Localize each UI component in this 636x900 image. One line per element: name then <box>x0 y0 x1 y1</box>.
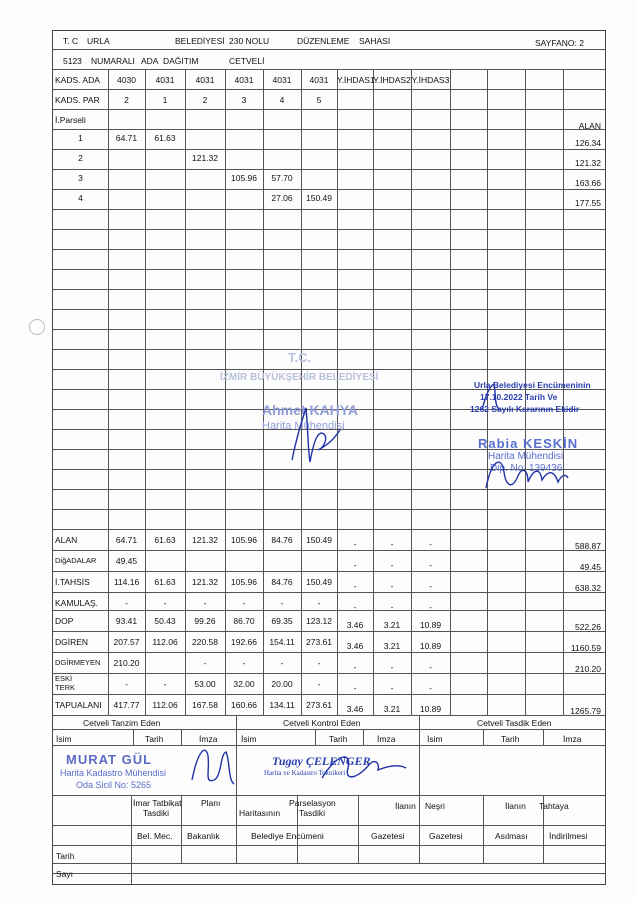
summary-value: 207.57 <box>113 637 140 647</box>
summary-row-label: KAMULAŞ. <box>55 598 98 608</box>
grid-line <box>53 631 605 632</box>
kads-ada-value: 4030 <box>117 75 136 85</box>
subtitle-word: DAĞITIM <box>163 56 199 66</box>
grid-line <box>53 825 605 826</box>
summary-value: 150.49 <box>306 577 332 587</box>
bel-mec-label: Bel. Mec. <box>137 831 173 841</box>
summary-value: 84.76 <box>271 577 293 587</box>
encumen-stamp-line2: 17.10.2022 Tarih Ve <box>480 392 558 402</box>
grid-line <box>53 109 605 110</box>
header-word: SAHASI <box>359 36 391 46</box>
summary-value: 105.96 <box>231 577 257 587</box>
summary-value: - <box>429 602 432 612</box>
summary-value: - <box>429 581 432 591</box>
page-number-label: SAYFANO: 2 <box>535 38 584 48</box>
kads-ada-value: 4031 <box>195 75 215 85</box>
grid-line <box>53 169 605 170</box>
ihdas-header: Y.İHDAS2 <box>373 75 411 85</box>
grid-line <box>53 189 605 190</box>
summary-value: - <box>429 539 432 549</box>
alan-header: ALAN <box>578 121 601 131</box>
summary-value: - <box>125 679 128 689</box>
parcel-area-total: 126.34 <box>575 138 601 148</box>
summary-value: 417.77 <box>113 700 140 710</box>
murat-signature <box>186 740 246 790</box>
tugay-stamp-name: Tugay ÇELENGER <box>272 754 371 768</box>
grid-line <box>53 329 605 330</box>
bakanlik-label: Bakanlık <box>187 831 220 841</box>
tarih-label-1: Tarih <box>145 734 164 744</box>
ahmet-signature <box>284 400 344 470</box>
parcel-number: 2 <box>78 153 83 163</box>
summary-value: 53.00 <box>194 679 216 689</box>
footer-line <box>358 795 359 863</box>
summary-value: - <box>390 539 394 549</box>
grid-line <box>53 49 605 50</box>
summary-value: 273.61 <box>306 637 332 647</box>
table-column-line <box>373 69 374 715</box>
footer-line <box>315 729 316 745</box>
summary-value: 3.46 <box>346 620 364 630</box>
summary-value: 3.21 <box>383 641 401 651</box>
summary-total: 638.32 <box>575 583 601 593</box>
parcel-share-value: 150.49 <box>306 193 332 203</box>
summary-total: 1160.59 <box>570 643 601 653</box>
summary-value: 150.49 <box>306 535 332 545</box>
subtitle-word: NUMARALI <box>91 56 135 66</box>
ilanin-label: İlanın <box>395 801 416 811</box>
kads-par-label: KADS. PAR <box>55 95 100 105</box>
summary-value: 10.89 <box>419 620 442 630</box>
footer-line <box>419 795 420 863</box>
ahmet-stamp-name: Ahmet KAHYA <box>262 402 358 418</box>
grid-line <box>53 89 605 90</box>
parcel-share-value: 57.70 <box>271 173 293 183</box>
grid-line <box>53 863 605 864</box>
summary-value: 61.63 <box>154 577 176 587</box>
kontrol-title: Cetveli Kontrol Eden <box>283 718 361 728</box>
summary-value: 121.32 <box>192 577 218 587</box>
summary-value: - <box>429 683 432 693</box>
summary-value: 112.06 <box>152 637 178 647</box>
kads-par-value: 5 <box>316 95 322 105</box>
kads-par-value: 2 <box>202 95 208 105</box>
kads-ada-value: 4031 <box>309 75 329 85</box>
summary-total: 210.20 <box>575 664 601 674</box>
summary-value: 121.32 <box>192 535 218 545</box>
isim-label-2: İsim <box>241 734 257 744</box>
parcel-area-total: 163.66 <box>575 178 601 188</box>
summary-value: 99.26 <box>194 616 216 626</box>
sayi-row-label: Sayı <box>56 869 74 879</box>
summary-value: 20.00 <box>271 679 293 689</box>
summary-total: 588.87 <box>575 541 601 551</box>
grid-line <box>53 610 605 611</box>
summary-value: 3.46 <box>346 704 364 714</box>
rabia-stamp-sicil: Dip. No: 139436 <box>490 463 563 474</box>
tugay-stamp-title: Harita ve Kadastro Teknikeri <box>264 769 346 777</box>
table-column-line <box>450 69 451 715</box>
summary-value: 50.43 <box>154 616 176 626</box>
summary-value: 154.11 <box>269 637 295 647</box>
grid-line <box>53 509 605 510</box>
subtitle-word: CETVELİ <box>229 56 265 66</box>
summary-total: 49.45 <box>579 562 601 572</box>
summary-row-label: DOP <box>55 616 74 626</box>
summary-value: 69.35 <box>271 616 293 626</box>
punch-hole <box>29 319 45 335</box>
kads-par-value: 1 <box>162 95 168 105</box>
summary-value: - <box>163 679 167 689</box>
footer-line <box>236 795 237 863</box>
summary-value: 93.41 <box>115 616 138 626</box>
isim-label-3: İsim <box>427 734 443 744</box>
tarih-row-label: Tarih <box>56 851 75 861</box>
subtitle-word: ADA <box>141 56 159 66</box>
summary-row-label: TAPUALANI <box>55 700 102 710</box>
rabia-signature <box>482 448 568 496</box>
kads-ada-value: 4031 <box>155 75 175 85</box>
footer-line <box>483 795 484 863</box>
belediye-encumeni-label: Belediye Encümeni <box>251 831 324 841</box>
kads-ada-value: 4031 <box>234 75 254 85</box>
summary-value: - <box>353 662 357 672</box>
footer-line <box>419 715 420 795</box>
header-word: URLA <box>87 36 110 46</box>
summary-value: 64.71 <box>115 535 138 545</box>
tarih-label-3: Tarih <box>501 734 520 744</box>
summary-value: 112.06 <box>152 700 178 710</box>
tarih-label-2: Tarih <box>329 734 348 744</box>
grid-line <box>53 69 605 70</box>
summary-value: - <box>203 598 207 608</box>
summary-value: 10.89 <box>419 641 442 651</box>
grid-line <box>53 729 605 730</box>
imza-label-3: İmza <box>563 734 582 744</box>
grid-line <box>53 349 605 350</box>
tugay-signature <box>318 748 408 784</box>
summary-value: - <box>163 598 167 608</box>
ihdas-header: Y.İHDAS3 <box>411 75 450 85</box>
tahtaya-label: Tahtaya <box>539 801 569 811</box>
parcel-share-value: 105.96 <box>231 173 257 183</box>
nesri-label: Neşri <box>425 801 445 811</box>
summary-row-label: DGİREN <box>55 637 89 647</box>
murat-stamp-name: MURAT GÜL <box>66 752 153 767</box>
haritasinin-label: Haritasının <box>239 808 281 818</box>
tanzim-title: Cetveli Tanzim Eden <box>83 718 161 728</box>
footer-line <box>131 795 132 863</box>
summary-value: - <box>353 581 357 591</box>
grid-line <box>53 873 605 874</box>
summary-value: - <box>317 679 321 689</box>
summary-value: - <box>353 683 357 693</box>
summary-value: - <box>242 658 246 668</box>
tasdik-title: Cetveli Tasdik Eden <box>477 718 552 728</box>
grid-line <box>53 289 605 290</box>
summary-value: - <box>390 560 394 570</box>
summary-value: - <box>317 658 321 668</box>
encumen-stamp-line1: Urla Belediyesi Encümeninin <box>474 380 591 390</box>
summary-value: - <box>390 662 394 672</box>
header-word: BELEDİYESİ <box>175 36 225 46</box>
summary-value: 210.20 <box>113 658 140 668</box>
kads-ada-value: 4031 <box>272 75 292 85</box>
summary-value: 123.12 <box>306 616 332 626</box>
summary-value: - <box>353 539 357 549</box>
summary-row-label: DiğADALAR <box>55 556 97 565</box>
summary-value: 61.63 <box>154 535 176 545</box>
summary-value: 84.76 <box>271 535 293 545</box>
encumen-signature <box>476 380 506 416</box>
murat-stamp-oda: Oda Sicil No: 5265 <box>76 780 152 790</box>
parcel-share-value: 121.32 <box>192 153 218 163</box>
footer-line <box>543 729 544 745</box>
asilmasi-label: Asılması <box>495 831 528 841</box>
grid-line <box>53 715 605 716</box>
grid-line <box>53 571 605 572</box>
summary-value: - <box>242 598 246 608</box>
grid-line <box>53 269 605 270</box>
summary-value: 134.11 <box>269 700 295 710</box>
summary-row-label: ESKİ TERK <box>55 674 76 692</box>
summary-value: 167.58 <box>192 700 218 710</box>
table-column-line <box>411 69 412 715</box>
summary-value: 114.16 <box>113 577 140 587</box>
summary-value: 220.58 <box>192 637 218 647</box>
parcel-area-total: 121.32 <box>575 158 601 168</box>
grid-line <box>53 129 605 130</box>
grid-line <box>53 550 605 551</box>
indirilmesi-label: İndirilmesi <box>549 831 588 841</box>
footer-line <box>181 729 182 745</box>
grid-line <box>53 845 605 846</box>
parcel-number: 4 <box>78 193 83 203</box>
grid-line <box>53 673 605 674</box>
summary-total: 1265.79 <box>570 706 601 716</box>
summary-value: - <box>203 658 207 668</box>
summary-value: - <box>353 560 357 570</box>
summary-value: - <box>390 602 394 612</box>
header-word: 230 NOLU <box>229 36 270 46</box>
summary-row-label: İ.TAHSİS <box>55 577 90 587</box>
grid-line <box>53 745 605 746</box>
kads-par-value: 2 <box>124 95 129 105</box>
header-word: T. C <box>63 36 79 46</box>
grid-line <box>53 592 605 593</box>
ilanin-label-2: İlanın <box>505 801 526 811</box>
kads-ada-label: KADS. ADA <box>55 75 100 85</box>
ihdas-header: Y.İHDAS1 <box>337 75 375 85</box>
grid-line <box>53 369 605 370</box>
summary-value: - <box>317 598 321 608</box>
grid-line <box>53 249 605 250</box>
encumen-stamp-line3: 1262 Sayılı Kararının Ekidir <box>470 404 580 414</box>
summary-value: - <box>125 598 128 608</box>
gazetesi-label-2: Gazetesi <box>429 831 463 841</box>
summary-value: - <box>429 560 432 570</box>
summary-value: - <box>280 658 284 668</box>
summary-value: - <box>390 683 394 693</box>
parcel-number: 3 <box>78 173 83 183</box>
summary-value: 160.66 <box>231 700 257 710</box>
parsel-label: İ.Parseli <box>55 115 86 125</box>
isim-label-1: İsim <box>56 734 72 744</box>
footer-line <box>483 729 484 745</box>
parcel-share-value: 27.06 <box>271 193 293 203</box>
imar-label: İmar Tatbikat <box>133 798 182 808</box>
plani-label: Planı <box>201 798 221 808</box>
summary-value: - <box>390 581 394 591</box>
ahmet-stamp-title: Harita Mühendisi <box>262 420 345 432</box>
summary-value: 49.45 <box>115 556 138 566</box>
rabia-stamp-title: Harita Mühendisi <box>488 451 564 462</box>
parcel-share-value: 64.71 <box>115 133 138 143</box>
summary-value: 3.21 <box>383 620 401 630</box>
grid-line <box>53 229 605 230</box>
summary-value: 192.66 <box>231 637 257 647</box>
ahmet-stamp-tc: T.C. <box>288 350 312 365</box>
grid-line <box>53 309 605 310</box>
ahmet-stamp-institution: İZMİR BÜYÜKŞEHİR BELEDİYESİ <box>220 372 379 383</box>
footer-line <box>363 729 364 745</box>
parselasyon-label: Parselasyon <box>289 798 336 808</box>
summary-value: 32.00 <box>233 679 255 689</box>
kads-par-value: 3 <box>241 95 247 105</box>
summary-row-label: ALAN <box>55 535 78 545</box>
kads-par-value: 4 <box>279 95 285 105</box>
imza-label-2: İmza <box>377 734 396 744</box>
grid-line <box>53 529 605 530</box>
subtitle-word: 5123 <box>63 56 82 66</box>
grid-line <box>53 795 605 796</box>
grid-line <box>53 149 605 150</box>
summary-value: 10.89 <box>419 704 442 714</box>
summary-value: 3.46 <box>346 641 364 651</box>
summary-value: - <box>353 602 357 612</box>
summary-value: 86.70 <box>233 616 255 626</box>
summary-value: 3.21 <box>383 704 401 714</box>
parcel-share-value: 61.63 <box>154 133 176 143</box>
footer-line <box>133 729 134 745</box>
grid-line <box>53 652 605 653</box>
imza-label-1: İmza <box>199 734 218 744</box>
parcel-number: 1 <box>78 133 83 143</box>
table-column-line <box>337 69 338 715</box>
gazetesi-label-1: Gazetesi <box>371 831 405 841</box>
header-word: DÜZENLEME <box>297 36 350 46</box>
summary-value: 105.96 <box>231 535 257 545</box>
grid-line <box>53 694 605 695</box>
parselasyon-tasdiki-label: Tasdiki <box>299 808 325 818</box>
summary-total: 522.26 <box>575 622 601 632</box>
rabia-stamp-name: Rabia KESKİN <box>478 436 579 451</box>
summary-row-label: DGİRMEYEN <box>55 658 101 667</box>
parcel-area-total: 177.55 <box>575 198 601 208</box>
imar-tasdiki-label: Tasdiki <box>143 808 169 818</box>
summary-value: 273.61 <box>306 700 332 710</box>
summary-value: - <box>429 662 432 672</box>
murat-stamp-title: Harita Kadastro Mühendisi <box>60 768 167 778</box>
summary-value: - <box>280 598 284 608</box>
grid-line <box>53 209 605 210</box>
